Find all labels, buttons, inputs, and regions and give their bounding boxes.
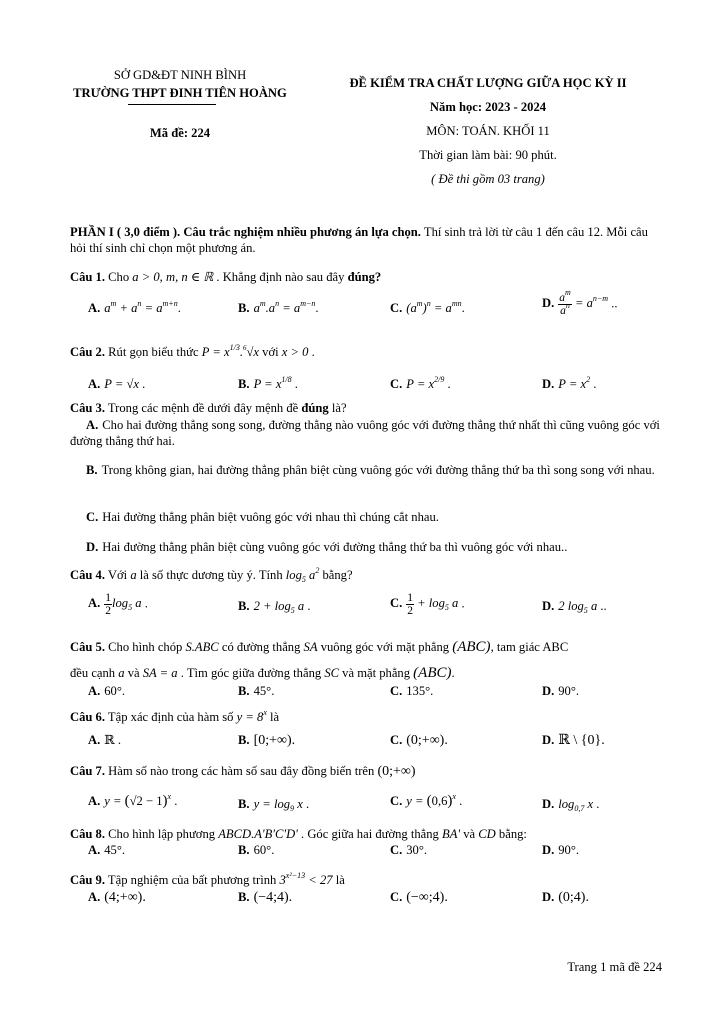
question-5: Câu 5. Cho hình chóp S.ABC có đường thẳng SA vuông góc với mặt phẳng (ABC), tam giác ABC đều cạnh a và SA = a . Tìm góc giữa đường thẳng SC và mặt phẳng (ABC). bbox=[70, 639, 569, 681]
question-3: Câu 3. Trong các mệnh đề dưới đây mệnh đề đúng là? bbox=[70, 401, 347, 415]
page-footer: Trang 1 mã đề 224 bbox=[567, 960, 662, 974]
q5-option-b: B. 45°. bbox=[238, 684, 275, 698]
question-8: Câu 8. Cho hình lập phương ABCD.A'B'C'D' . Góc giữa hai đường thẳng BA' và CD bằng: bbox=[70, 827, 527, 841]
q2-option-a: A. P = √x . bbox=[88, 377, 146, 391]
q8-option-c: C. 30°. bbox=[390, 843, 428, 857]
header-divider bbox=[128, 104, 216, 105]
q8-option-b: B. 60°. bbox=[238, 843, 275, 857]
q8-option-d: D. 90°. bbox=[542, 843, 580, 857]
q6-option-c: C. (0;+∞). bbox=[390, 733, 448, 748]
question-7: Câu 7. Hàm số nào trong các hàm số sau đây đồng biến trên (0;+∞) bbox=[70, 764, 416, 779]
q7-option-c: C. $y = (0,6)^x$ . bbox=[390, 792, 463, 809]
q2-option-b: B. $P = x^{1/8}$ . bbox=[238, 375, 298, 391]
question-1: Câu 1. Cho a > 0, m, n ∈ ℝ . Khẳng định nào sau đây đúng? bbox=[70, 270, 382, 284]
q7-option-d: D. $\log_{0,7} x$ . bbox=[542, 797, 600, 813]
q6-option-a: A. ℝ . bbox=[88, 733, 122, 747]
page-count: ( Đề thi gồm 03 trang) bbox=[431, 172, 545, 186]
school-year: Năm học: 2023 - 2024 bbox=[429, 100, 547, 114]
q3-option-a: A. Cho hai đường thẳng song song, đường thẳng nào vuông góc với đường thẳng thứ nhất thì cũng vuông góc với đường thẳng thứ hai. bbox=[70, 418, 660, 448]
q4-option-a: A. $\frac{1}{2}$ $\log_5 a$ . bbox=[88, 592, 148, 617]
q7-option-a: A. $y = (√2 - 1)^x$ . bbox=[88, 792, 178, 809]
q2-option-d: D. $P = x^2$ . bbox=[542, 375, 597, 391]
q7-option-b: B. $y = \log_9 x$ . bbox=[238, 797, 310, 813]
q6-option-b: B. [0;+∞). bbox=[238, 733, 296, 748]
q4-option-d: D. 2 $\log_5 a$ .. bbox=[542, 599, 607, 615]
q1-option-b: B. $a^m.a^n = a^{m-n}$. bbox=[238, 299, 319, 315]
q1-option-a: A. $a^m + a^n = a^{m+n}$. bbox=[88, 299, 181, 315]
subject: MÔN: TOÁN. KHỐI 11 bbox=[426, 124, 550, 138]
exam-code: Mã đề: 224 bbox=[149, 126, 211, 140]
question-4: Câu 4. Với a là số thực dương tùy ý. Tính $\log_5 a^2$ bằng? bbox=[70, 566, 353, 584]
q5-option-a: A. 60°. bbox=[88, 684, 126, 698]
q5-option-d: D. 90°. bbox=[542, 684, 580, 698]
q9-option-c: C. (−∞;4). bbox=[390, 890, 448, 905]
q6-option-d: D. ℝ \ {0}. bbox=[542, 733, 605, 748]
q8-option-a: A. 45°. bbox=[88, 843, 126, 857]
q1-option-d: D. $\frac{a^m}{a^n}$ = $a^{n-m}$ .. bbox=[542, 288, 618, 317]
q9-option-d: D. (0;4). bbox=[542, 890, 589, 905]
question-9: Câu 9. Tập nghiệm của bất phương trình $3^{x^2-13} < 27$ là bbox=[70, 871, 345, 887]
dept-name: SỞ GD&ĐT NINH BÌNH bbox=[113, 68, 247, 82]
exam-time: Thời gian làm bài: 90 phút. bbox=[419, 148, 557, 162]
school-name: TRƯỜNG THPT ĐINH TIÊN HOÀNG bbox=[73, 86, 287, 100]
q2-option-c: C. $P = x^{2/9}$ . bbox=[390, 375, 451, 391]
q3-option-b: B. Trong không gian, hai đường thẳng phân biệt cùng vuông góc với đường thẳng thứ ba thì song song với nhau. bbox=[86, 463, 655, 477]
question-6: Câu 6. Tập xác định của hàm số $y = 8^x$ là bbox=[70, 708, 280, 724]
question-2: Câu 2. Rút gọn biểu thức $P = x^{1/3}.^6√x$ với x > 0 . bbox=[70, 343, 315, 359]
part1-instructions: PHẦN I ( 3,0 điểm ). Câu trắc nghiệm nhiều phương án lựa chọn. Thí sinh trả lời từ câu 1 đến câu 12. Mỗi câu hỏi thí sinh chỉ chọn một phương án. bbox=[70, 225, 648, 255]
q9-option-b: B. (−4;4). bbox=[238, 890, 293, 905]
q1-option-c: C. $(a^m)^n = a^{mn}$. bbox=[390, 299, 465, 315]
q4-option-b: B. $2 + \log_5 a$ . bbox=[238, 599, 311, 615]
q9-option-a: A. (4;+∞). bbox=[88, 890, 146, 905]
exam-title: ĐỀ KIỂM TRA CHẤT LƯỢNG GIỮA HỌC KỲ II bbox=[349, 76, 627, 90]
q4-option-c: C. $\frac{1}{2}$ + $\log_5 a$ . bbox=[390, 592, 465, 617]
q3-option-c: C. Hai đường thẳng phân biệt vuông góc với nhau thì chúng cắt nhau. bbox=[86, 510, 439, 524]
q3-option-d: D. Hai đường thẳng phân biệt cùng vuông góc với đường thẳng thứ ba thì vuông góc với nhau.. bbox=[86, 540, 568, 554]
q5-option-c: C. 135°. bbox=[390, 684, 434, 698]
